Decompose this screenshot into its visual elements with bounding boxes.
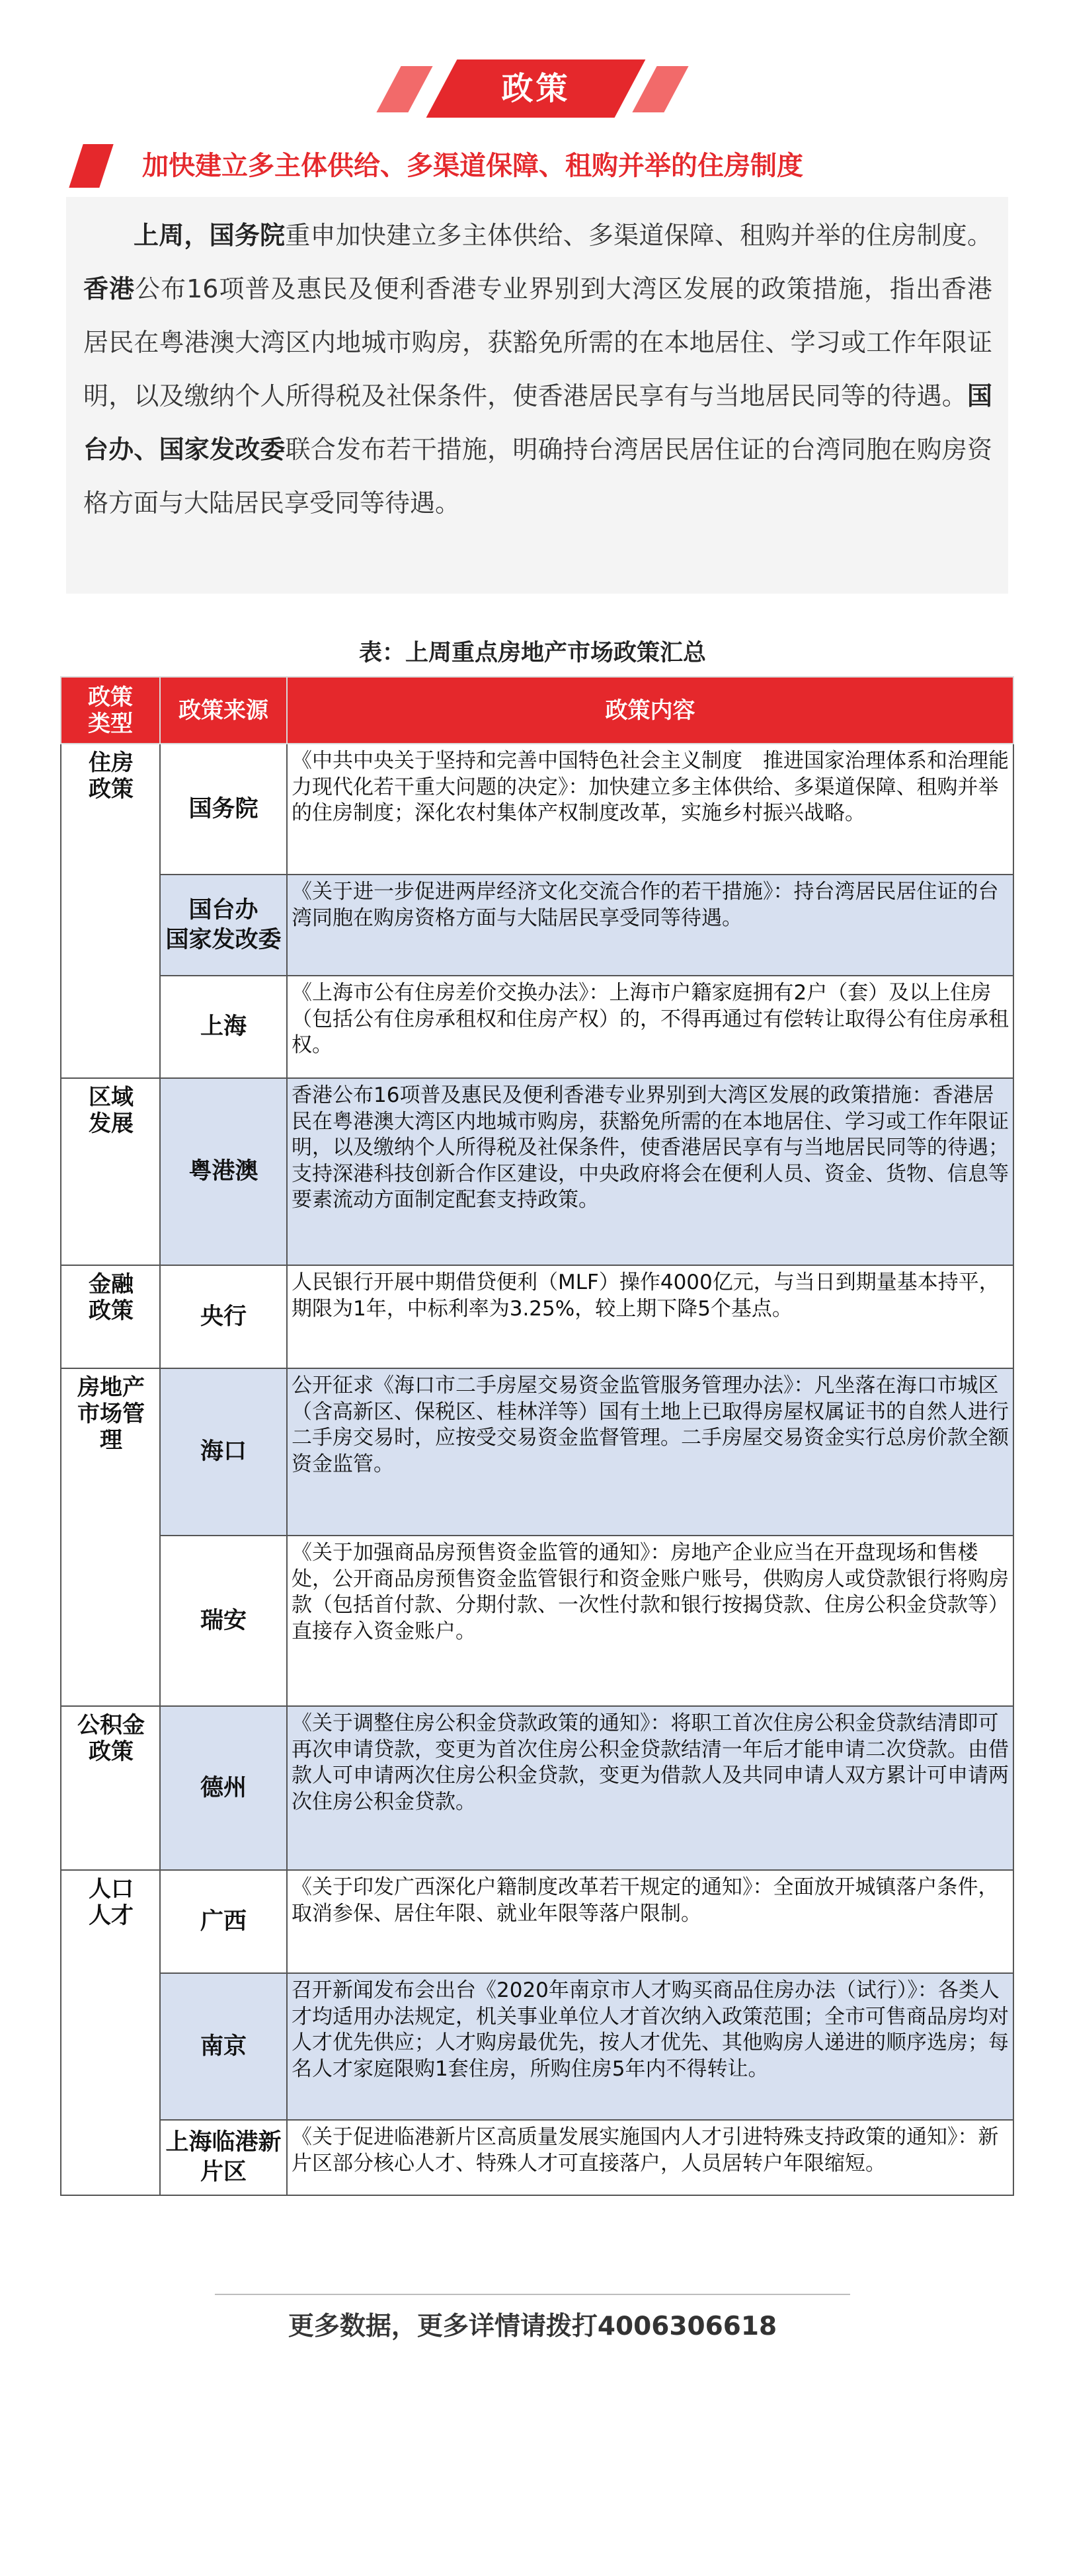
intro-paragraph xyxy=(83,209,992,530)
table-row xyxy=(61,1536,1013,1706)
table-row xyxy=(61,1368,1013,1536)
table-row xyxy=(61,744,1013,875)
policy-table xyxy=(60,676,1014,2196)
section-header-banner xyxy=(0,53,1065,126)
policy-content-cell: 人民银行开展中期借贷便利（MLF）操作4000亿元，与当日到期量基本持平，期限为1年，中标利率为3.25%，较上期下降5个基点。 xyxy=(287,1265,1013,1368)
banner-stripe-left xyxy=(376,66,432,112)
policy-source-cell: 粤港澳 xyxy=(160,1078,287,1265)
policy-source-cell: 海口 xyxy=(160,1368,287,1536)
policy-source-cell: 国台办 国家发改委 xyxy=(160,875,287,976)
header-policy-content: 政策内容 xyxy=(287,677,1013,744)
table-row xyxy=(61,2120,1013,2195)
policy-source-cell: 广西 xyxy=(160,1870,287,1973)
intro-highlight: 香港 xyxy=(83,274,136,303)
policy-table-body xyxy=(61,744,1013,2195)
header-policy-type-label: 政策 类型 xyxy=(88,683,133,737)
policy-content-cell: 召开新闻发布会出台《2020年南京市人才购买商品住房办法（试行）》：各类人才均适用办法规定，机关事业单位人才首次纳入政策范围；全市可售商品房均对人才优先供应；人才购房最优先，按人才优先、其他购房人递进的顺序选房；每名人才家庭限购1套住房，所购住房5年内不得转让。 xyxy=(287,1973,1013,2120)
policy-content-cell: 香港公布16项普及惠民及便利香港专业界别到大湾区发展的政策措施：香港居民在粤港澳大湾区内地城市购房，获豁免所需的在本地居住、学习或工作年限证明，以及缴纳个人所得税及社保条件，使香港居民享有与当地居民同等的待遇；支持深港科技创新合作区建设，中央政府将会在便利人员、资金、货物、信息等要素流动方面制定配套支持政策。 xyxy=(287,1078,1013,1265)
table-row xyxy=(61,976,1013,1078)
section-title: 政策 xyxy=(501,70,571,107)
policy-source-cell: 上海临港新 片区 xyxy=(160,2120,287,2195)
table-row xyxy=(61,1870,1013,1973)
intro-text: 公布16项普及惠民及便利香港专业界别到大湾区发展的政策措施，指出香港居民在粤港澳大湾区内地城市购房，获豁免所需的在本地居住、学习或工作年限证明，以及缴纳个人所得税及社保条件，使香港居民享有与当地居民同等的待遇。 xyxy=(83,274,992,410)
footer-divider xyxy=(215,2294,850,2295)
banner-stripe-right xyxy=(632,66,688,112)
subheading-text: 加快建立多主体供给、多渠道保障、租购并举的住房制度 xyxy=(142,151,803,181)
policy-content-cell: 《关于促进临港新片区高质量发展实施国内人才引进特殊支持政策的通知》：新片区部分核心人才、特殊人才可直接落户，人员居转户年限缩短。 xyxy=(287,2120,1013,2195)
subheading-flag-icon xyxy=(69,144,113,188)
policy-source-cell: 上海 xyxy=(160,976,287,1078)
policy-source-cell: 瑞安 xyxy=(160,1536,287,1706)
intro-highlight: 上周，国务院 xyxy=(134,221,286,250)
policy-content-cell: 《关于印发广西深化户籍制度改革若干规定的通知》：全面放开城镇落户条件，取消参保、居住年限、就业年限等落户限制。 xyxy=(287,1870,1013,1973)
policy-type-cell: 公积金 政策 xyxy=(61,1706,160,1870)
header-policy-type xyxy=(61,677,160,744)
policy-source-cell: 央行 xyxy=(160,1265,287,1368)
table-row xyxy=(61,1973,1013,2120)
policy-source-cell: 国务院 xyxy=(160,744,287,875)
table-row xyxy=(61,1265,1013,1368)
intro-text: 重申加快建立多主体供给、多渠道保障、租购并举的住房制度。 xyxy=(285,221,992,250)
table-row xyxy=(61,1078,1013,1265)
policy-content-cell: 《关于加强商品房预售资金监管的通知》：房地产企业应当在开盘现场和售楼处，公开商品房预售资金监管银行和资金账户账号，供购房人或贷款银行将购房款（包括首付款、分期付款、一次性付款和银行按揭贷款、住房公积金贷款等）直接存入资金账户。 xyxy=(287,1536,1013,1706)
policy-type-cell: 住房 政策 xyxy=(61,744,160,1078)
table-row xyxy=(61,875,1013,976)
policy-content-cell: 《关于调整住房公积金贷款政策的通知》：将职工首次住房公积金贷款结清即可再次申请贷款，变更为首次住房公积金贷款结清一年后才能申请二次贷款。由借款人可申请两次住房公积金贷款，变更为借款人及共同申请人双方累计可申请两次住房公积金贷款。 xyxy=(287,1706,1013,1870)
policy-content-cell: 《上海市公有住房差价交换办法》：上海市户籍家庭拥有2户（套）及以上住房（包括公有住房承租权和住房产权）的，不得再通过有偿转让取得公有住房承租权。 xyxy=(287,976,1013,1078)
policy-content-cell: 《关于进一步促进两岸经济文化交流合作的若干措施》：持台湾居民居住证的台湾同胞在购房资格方面与大陆居民享受同等待遇。 xyxy=(287,875,1013,976)
table-header-row xyxy=(61,677,1013,744)
table-caption: 表：上周重点房地产市场政策汇总 xyxy=(358,640,706,666)
policy-type-cell: 区域 发展 xyxy=(61,1078,160,1265)
policy-source-cell: 德州 xyxy=(160,1706,287,1870)
footer-contact: 更多数据，更多详情请拨打4006306618 xyxy=(288,2312,777,2341)
policy-type-cell: 金融 政策 xyxy=(61,1265,160,1368)
policy-type-cell: 人口 人才 xyxy=(61,1870,160,2195)
policy-content-cell: 《中共中央关于坚持和完善中国特色社会主义制度 推进国家治理体系和治理能力现代化若干重大问题的决定》：加快建立多主体供给、多渠道保障、租购并举的住房制度；深化农村集体产权制度改革，实施乡村振兴战略。 xyxy=(287,744,1013,875)
table-row xyxy=(61,1706,1013,1870)
subheading xyxy=(76,141,1015,190)
policy-type-cell: 房地产 市场管 理 xyxy=(61,1368,160,1706)
intro-highlight: 国台办、国家发改委 xyxy=(83,381,992,464)
intro-text: 联合发布若干措施，明确持台湾居民居住证的台湾同胞在购房资格方面与大陆居民享受同等待遇。 xyxy=(83,435,992,518)
policy-source-cell: 南京 xyxy=(160,1973,287,2120)
intro-box xyxy=(66,197,1008,594)
policy-content-cell: 公开征求《海口市二手房屋交易资金监管服务管理办法》：凡坐落在海口市城区（含高新区、保税区、桂林洋等）国有土地上已取得房屋权属证书的自然人进行二手房交易时，应按受交易资金监督管理。二手房屋交易资金实行总房价款全额资金监管。 xyxy=(287,1368,1013,1536)
header-policy-source: 政策来源 xyxy=(160,677,287,744)
